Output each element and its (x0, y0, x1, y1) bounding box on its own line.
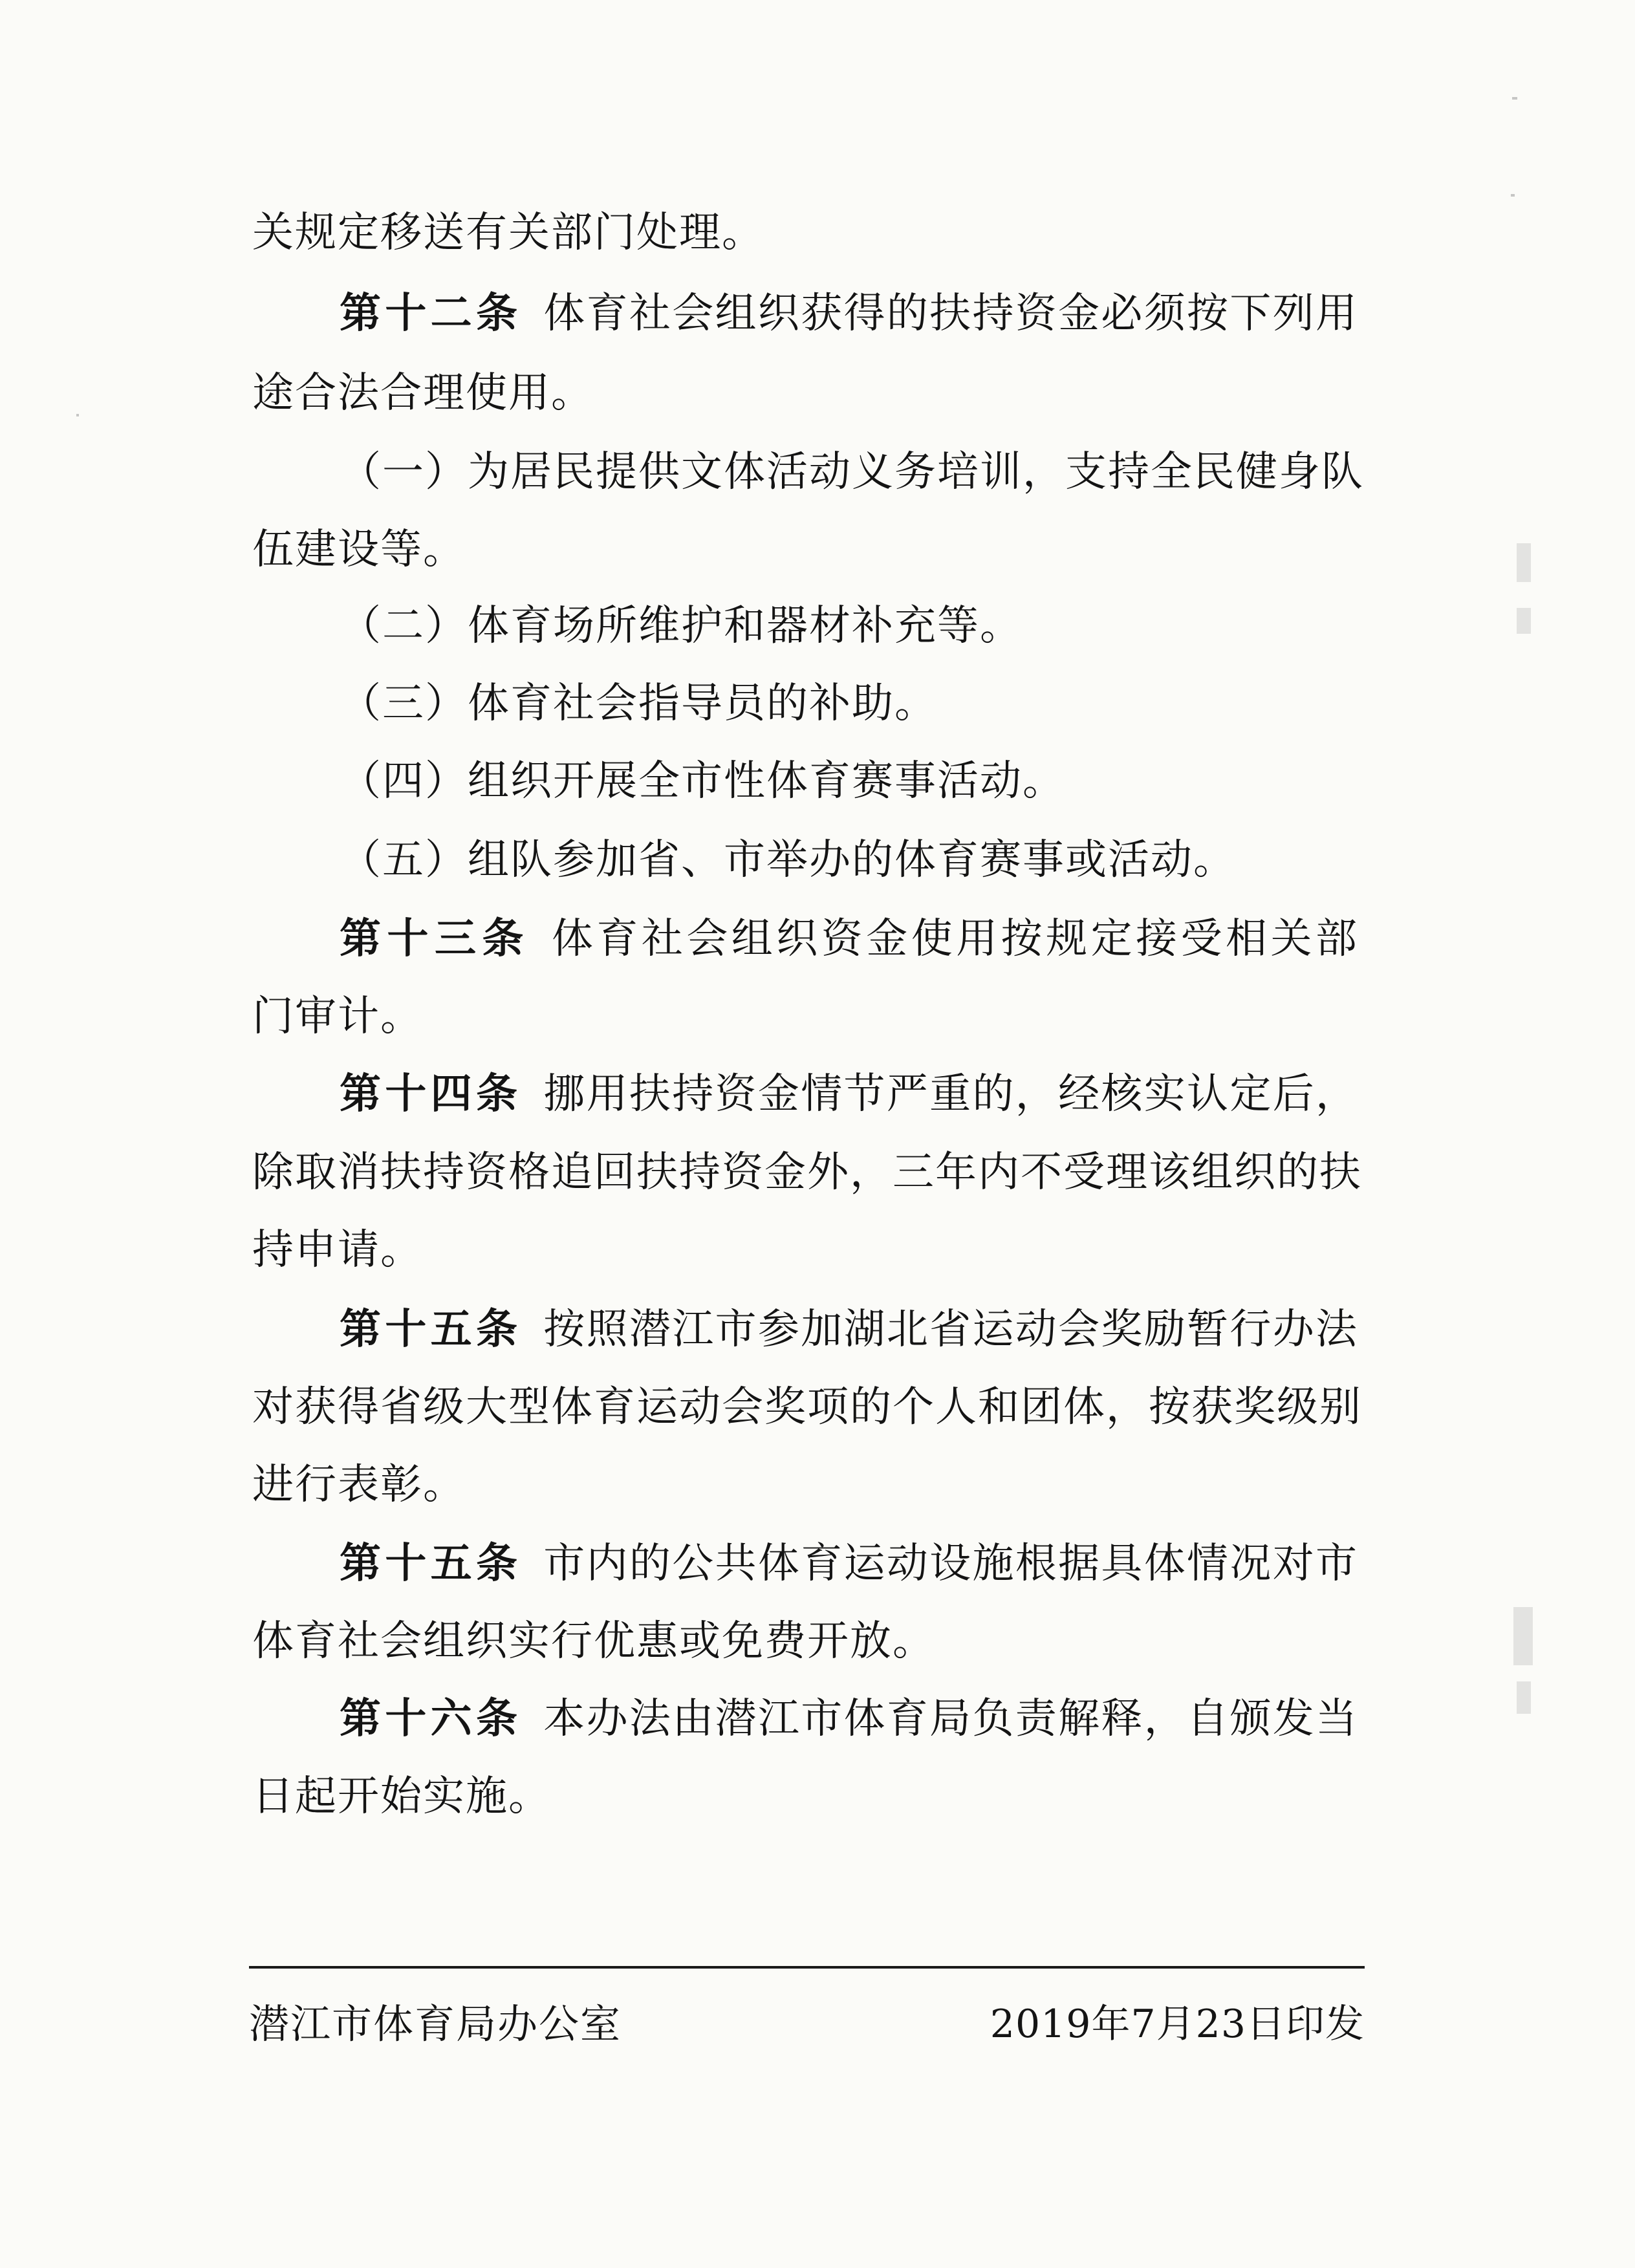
article-text: 按照潜江市参加湖北省运动会奖励暂行办法 (543, 1306, 1359, 1354)
list-item-2: （二）体育场所维护和器材补充等。 (340, 602, 1023, 650)
body-line: 关规定移送有关部门处理。 (252, 209, 764, 257)
article-13-line (340, 913, 1358, 965)
footer-issuer: 潜江市体育局办公室 (249, 2000, 622, 2047)
article-text: 市内的公共体育运动设施根据具体情况对市 (543, 1540, 1359, 1588)
body-line: 除取消扶持资格追回扶持资金外，三年内不受理该组织的扶 (252, 1149, 1362, 1196)
scan-mark (1513, 1607, 1533, 1665)
list-item-3: （三）体育社会指导员的补助。 (340, 680, 937, 728)
body-line: 对获得省级大型体育运动会奖项的个人和团体，按获奖级别 (252, 1383, 1362, 1431)
scan-mark (1511, 194, 1515, 197)
footer-date: 2019年7月23日印发 (990, 2002, 1365, 2047)
article-text: 体育社会组织获得的扶持资金必须按下列用 (543, 290, 1359, 338)
scan-mark (1517, 543, 1531, 582)
body-line: 持申请。 (252, 1226, 423, 1274)
article-text: 挪用扶持资金情节严重的，经核实认定后， (543, 1070, 1359, 1118)
article-label: 第十五条 (340, 1540, 522, 1588)
article-label: 第十二条 (340, 290, 522, 338)
scan-mark (1517, 608, 1531, 634)
list-item-5: （五）组队参加省、市举办的体育赛事或活动。 (340, 836, 1236, 884)
article-label: 第十六条 (340, 1695, 522, 1743)
list-item-4: （四）组织开展全市性体育赛事活动。 (340, 757, 1065, 805)
body-line: 途合法合理使用。 (252, 369, 594, 417)
article-15b-line (340, 1538, 1358, 1590)
body-line: 体育社会组织实行优惠或免费开放。 (252, 1617, 935, 1665)
body-line: 日起开始实施。 (252, 1773, 551, 1820)
article-text: 本办法由潜江市体育局负责解释，自颁发当 (543, 1695, 1359, 1743)
body-line: 门审计。 (252, 993, 423, 1041)
list-item-1: （一）为居民提供文体活动义务培训，支持全民健身队 (340, 448, 1364, 496)
article-14-line (340, 1068, 1358, 1120)
article-text: 体育社会组织资金使用按规定接受相关部 (551, 915, 1358, 963)
footer-divider (249, 1966, 1365, 1969)
body-line: 进行表彰。 (252, 1461, 466, 1509)
article-label: 第十五条 (340, 1306, 522, 1354)
article-label: 第十四条 (340, 1070, 522, 1118)
article-label: 第十三条 (340, 915, 530, 963)
scan-mark (76, 414, 79, 416)
scan-mark (1517, 1681, 1531, 1714)
article-16-line (340, 1693, 1358, 1745)
article-15-line (340, 1304, 1358, 1355)
scan-mark (1512, 97, 1517, 100)
body-line: 伍建设等。 (252, 526, 466, 574)
article-12-line (340, 288, 1358, 340)
